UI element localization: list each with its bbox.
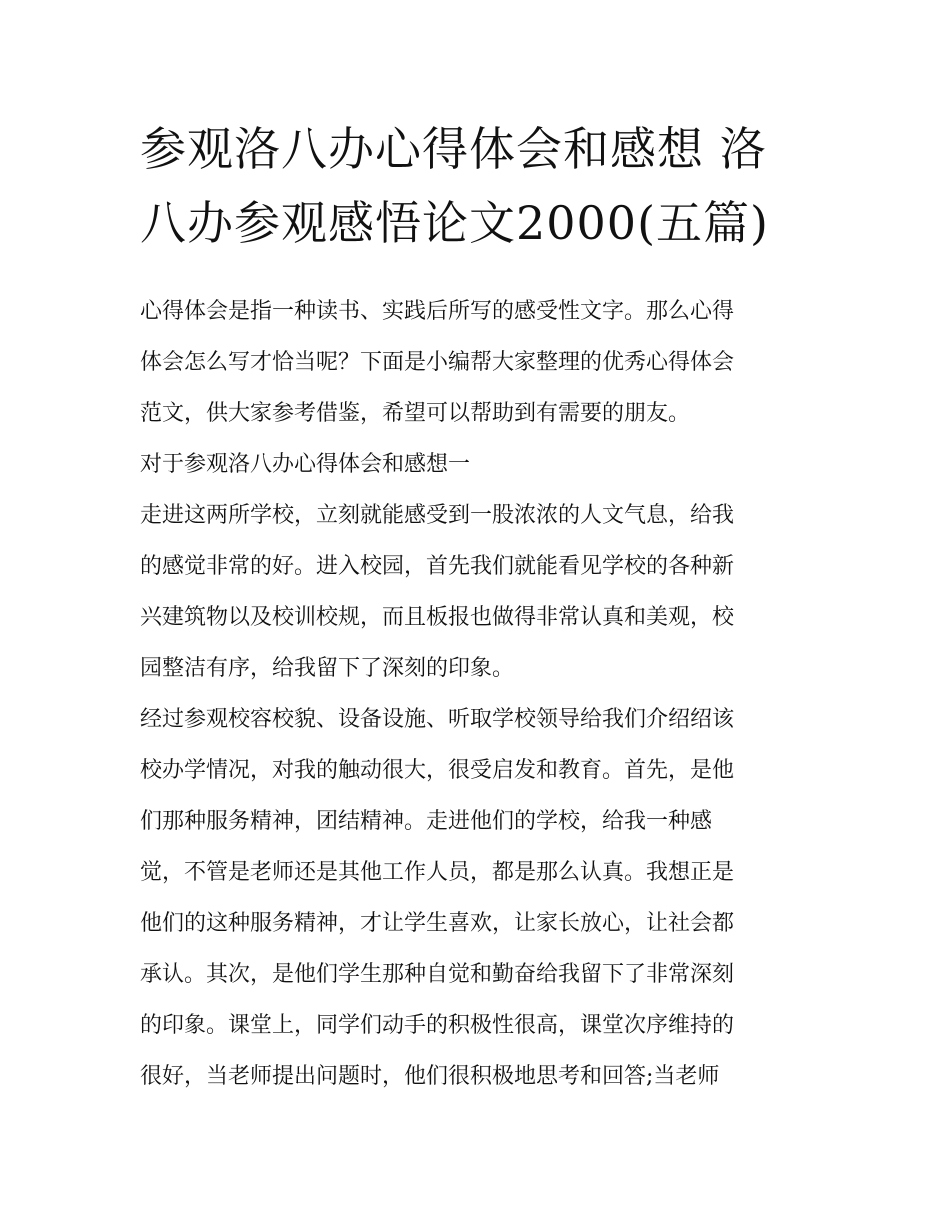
section-heading [140,439,812,490]
body-paragraph-1 [140,490,812,694]
document-title [140,112,812,260]
title-line-2: 八办参观感悟论文2000(五篇) [140,196,769,250]
text-line: 兴建筑物以及校训校规，而且板报也做得非常认真和美观，校 [140,605,735,630]
text-line: 对于参观洛八办心得体会和感想一 [140,452,471,477]
text-line: 承认。其次，是他们学生那种自觉和勤奋给我留下了非常深刻 [140,962,735,987]
text-line: 范文，供大家参考借鉴，希望可以帮助到有需要的朋友。 [140,401,691,426]
text-line: 经过参观校容校貌、设备设施、听取学校领导给我们介绍绍该 [140,707,735,732]
text-line: 觉，不管是老师还是其他工作人员，都是那么认真。我想正是 [140,860,735,885]
text-line: 的印象。课堂上，同学们动手的积极性很高，课堂次序维持的 [140,1013,735,1038]
text-line: 很好，当老师提出问题时，他们很积极地思考和回答;当老师 [140,1064,720,1089]
document-page [140,112,812,1102]
text-line: 走进这两所学校，立刻就能感受到一股浓浓的人文气息，给我 [140,503,735,528]
text-line: 的感觉非常的好。进入校园，首先我们就能看见学校的各种新 [140,554,735,579]
body-paragraph-2 [140,694,812,1102]
intro-paragraph [140,286,812,439]
text-line: 们那种服务精神，团结精神。走进他们的学校，给我一种感 [140,809,713,834]
text-line: 校办学情况，对我的触动很大，很受启发和教育。首先，是他 [140,758,735,783]
text-line: 心得体会是指一种读书、实践后所写的感受性文字。那么心得 [140,299,735,324]
text-line: 他们的这种服务精神，才让学生喜欢，让家长放心，让社会都 [140,911,735,936]
text-line: 园整洁有序，给我留下了深刻的印象。 [140,656,515,681]
document-body [140,286,812,1102]
text-line: 体会怎么写才恰当呢？下面是小编帮大家整理的优秀心得体会 [140,350,735,375]
title-line-1: 参观洛八办心得体会和感想 洛 [140,122,767,176]
